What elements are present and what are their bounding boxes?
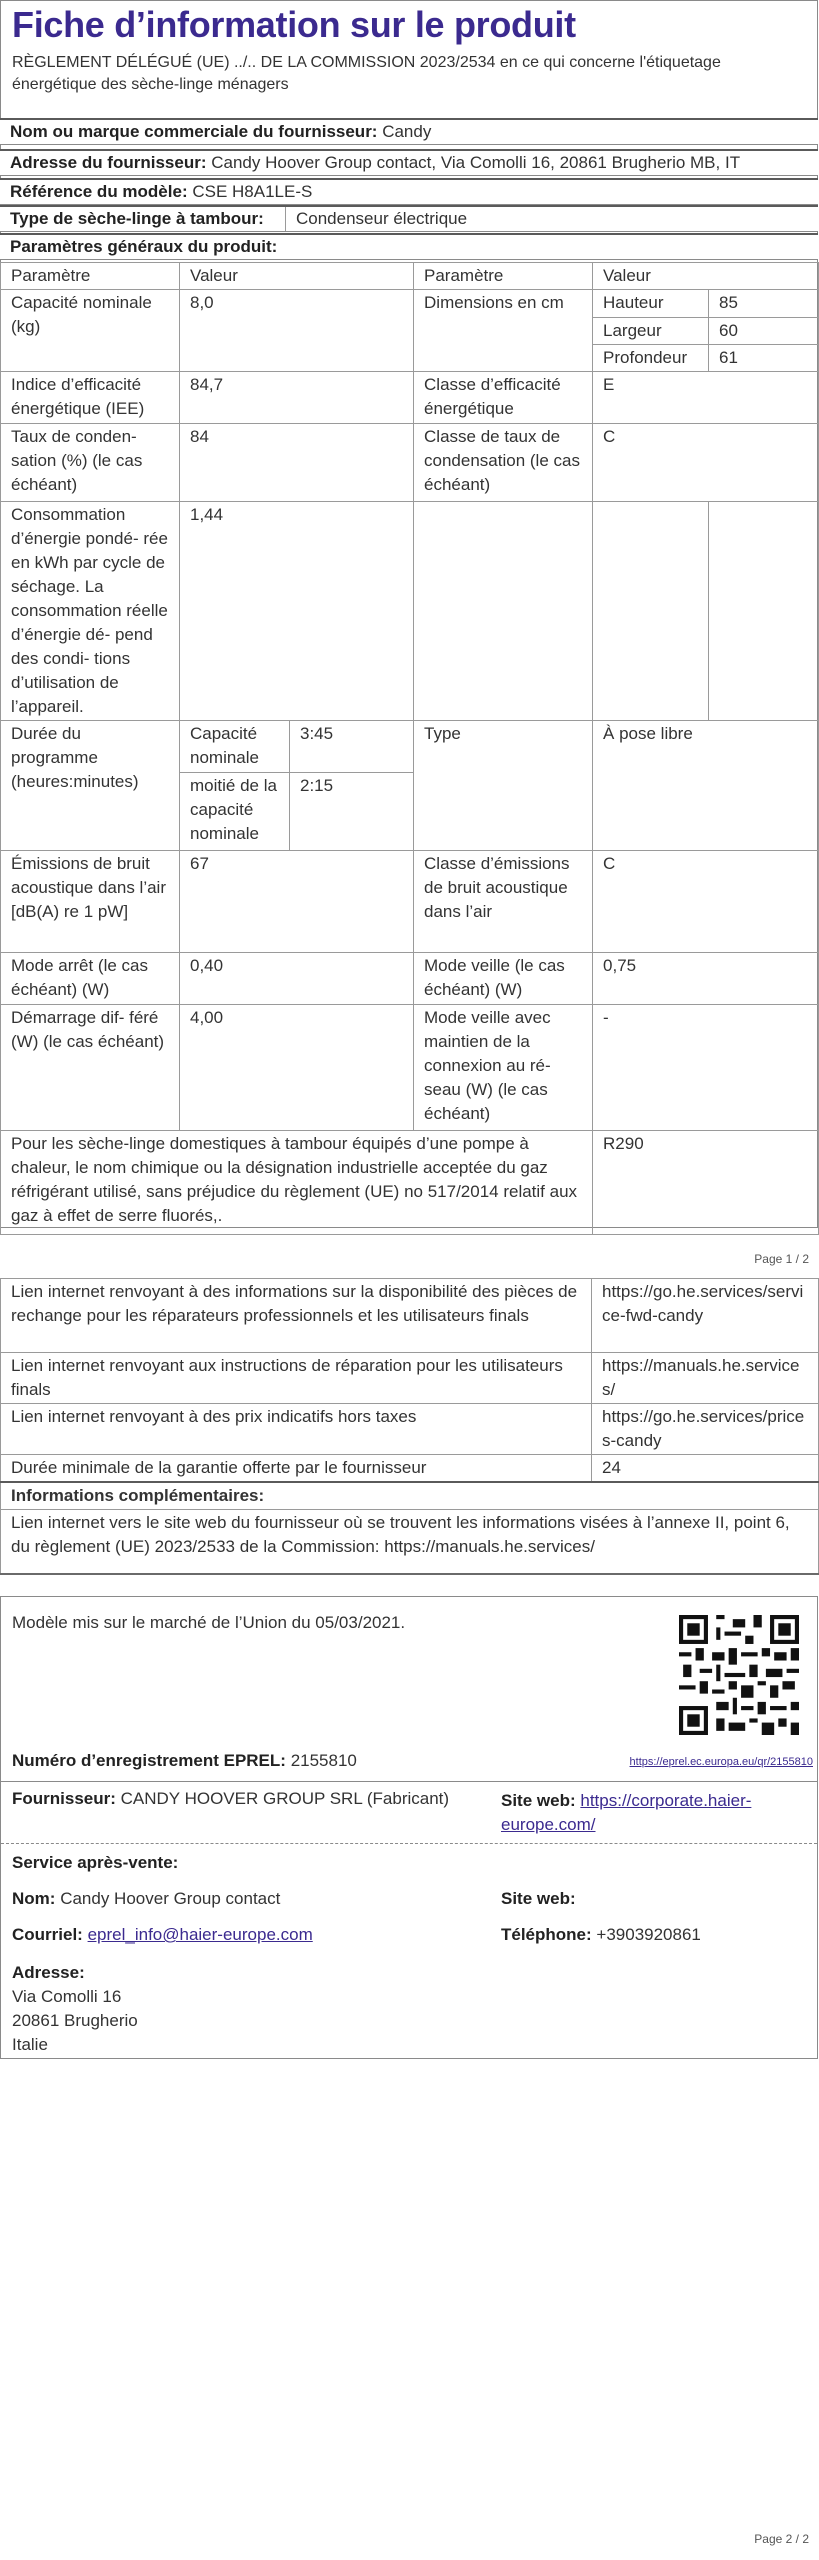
email-label: Courriel: — [12, 1925, 83, 1944]
width-label: Largeur — [593, 318, 709, 345]
refrigerant-value: R290 — [593, 1131, 819, 1235]
efficiency-class-value: E — [593, 372, 819, 424]
col-header-value: Valeur — [180, 263, 414, 290]
condensation-rate-value: 84 — [180, 424, 414, 502]
indicative-prices-link[interactable]: https://go.he.services/prices-candy — [592, 1404, 819, 1455]
address-line-1: Via Comolli 16 — [12, 1987, 122, 2006]
col-header-value-2: Valeur — [593, 263, 819, 290]
capacity-label: Capacité nominale (kg) — [1, 290, 180, 372]
noise-emissions-label: Émissions de bruit acoustique dans l’air [dB(A) re 1 pW] — [1, 851, 180, 953]
standby-label: Mode veille (le cas échéant) (W) — [414, 953, 593, 1005]
off-mode-value: 0,40 — [180, 953, 414, 1005]
general-params-label: Paramètres généraux du produit: — [10, 237, 278, 256]
energy-consumption-value: 1,44 — [180, 502, 414, 721]
repair-info-label: Lien internet renvoyant aux instructions de réparation pour les utilisateurs finals — [1, 1353, 592, 1404]
type-value: À pose libre — [593, 721, 819, 851]
warranty-value: 24 — [592, 1455, 819, 1483]
supplier-brand-value: Candy — [382, 122, 432, 141]
type-label: Type — [414, 721, 593, 851]
energy-consumption-label: Consommation d’énergie pondé- rée en kWh par cycle de séchage. La consommation réelle d’énergie dé- pend des condi- tions d’utilisation de l’appareil. — [1, 502, 180, 721]
repair-info-link[interactable]: https://manuals.he.services/ — [592, 1353, 819, 1404]
width-value: 60 — [709, 318, 819, 345]
condensation-class-label: Classe de taux de condensation (le cas échéant) — [414, 424, 593, 502]
warranty-label: Durée minimale de la garantie offerte par le fournisseur — [1, 1455, 592, 1483]
supplier-address-value: Candy Hoover Group contact, Via Comolli 16, 20861 Brugherio MB, IT — [211, 153, 741, 172]
half-capacity-label: moitié de la capacité nominale — [180, 773, 290, 851]
supplier-value: CANDY HOOVER GROUP SRL (Fabricant) — [120, 1789, 450, 1808]
efficiency-class-label: Classe d’efficacité énergétique — [414, 372, 593, 424]
supplier-address-row — [0, 149, 818, 176]
half-capacity-duration: 2:15 — [290, 773, 414, 851]
refrigerant-label: Pour les sèche-linge domestiques à tambour équipés d’une pompe à chaleur, le nom chimique ou la désignation industrielle acceptée du gaz réfrigérant utilisé, sans préjudice du règlement (UE) no 517/2014 relatif aux gaz à effet de serre fluorés,. — [1, 1131, 593, 1235]
website-link[interactable]: https://corporate.haier-europe.com/ — [501, 1791, 752, 1834]
additional-info-text: Lien internet vers le site web du fournisseur où se trouvent les informations visées à l’annexe II, point 6, du règlement (UE) 2023/2533 de la Commission: https://manuals.he.services/ — [1, 1510, 819, 1574]
iee-value: 84,7 — [180, 372, 414, 424]
service-website-label: Site web: — [501, 1889, 576, 1908]
general-params-row — [0, 233, 818, 260]
depth-label: Profondeur — [593, 345, 709, 372]
indicative-prices-label: Lien internet renvoyant à des prix indicatifs hors taxes — [1, 1404, 592, 1455]
standby-value: 0,75 — [593, 953, 819, 1005]
address-line-2: 20861 Brugherio — [12, 2011, 138, 2030]
eprel-registration-label: Numéro d’enregistrement EPREL: — [12, 1751, 286, 1770]
depth-value: 61 — [709, 345, 819, 372]
dryer-type-row — [0, 205, 818, 232]
rated-capacity-label: Capacité nominale — [180, 721, 290, 773]
delay-start-value: 4,00 — [180, 1005, 414, 1131]
page-title: Fiche d’information sur le produit — [12, 4, 576, 45]
dryer-type-label: Type de sèche-linge à tambour: — [10, 209, 264, 228]
dryer-type-value: Condenseur électrique — [296, 209, 468, 228]
model-label: Référence du modèle: — [10, 182, 188, 201]
market-date-text: Modèle mis sur le marché de l’Union du 05/03/2021. — [12, 1613, 406, 1632]
col-header-param: Paramètre — [1, 263, 180, 290]
off-mode-label: Mode arrêt (le cas échéant) (W) — [1, 953, 180, 1005]
links-table — [0, 1278, 819, 1575]
iee-label: Indice d’efficacité énergétique (IEE) — [1, 372, 180, 424]
dimensions-label: Dimensions en cm — [414, 290, 593, 372]
supplier-brand-row — [0, 118, 818, 145]
networked-standby-value: - — [593, 1005, 819, 1131]
regulation-subtitle: RÈGLEMENT DÉLÉGUÉ (UE) ../.. DE LA COMMISSION 2023/2534 en ce qui concerne l'étiquetage énergétique des sèche-linge ménagers — [12, 54, 721, 93]
additional-info-label: Informations complémentaires: — [11, 1486, 265, 1505]
noise-class-value: C — [593, 851, 819, 953]
col-header-param-2: Paramètre — [414, 263, 593, 290]
parameters-table — [0, 262, 819, 1235]
capacity-value: 8,0 — [180, 290, 414, 372]
condensation-rate-label: Taux de conden- sation (%) (le cas échéant) — [1, 424, 180, 502]
height-value: 85 — [709, 290, 819, 318]
height-label: Hauteur — [593, 290, 709, 318]
eprel-box — [0, 1596, 818, 2059]
networked-standby-label: Mode veille avec maintien de la connexion au ré- seau (W) (le cas échéant) — [414, 1005, 593, 1131]
address-line-3: Italie — [12, 2035, 48, 2054]
model-value: CSE H8A1LE-S — [192, 182, 313, 201]
delay-start-label: Démarrage dif- féré (W) (le cas échéant) — [1, 1005, 180, 1131]
eprel-qr-link[interactable]: https://eprel.ec.europa.eu/qr/2155810 — [629, 1756, 813, 1768]
page-2-number: Page 2 / 2 — [754, 2532, 809, 2546]
after-sales-label: Service après-vente: — [12, 1853, 179, 1872]
spare-parts-label: Lien internet renvoyant à des informations sur la disponibilité des pièces de rechange pour les réparateurs professionnels et les utilisateurs finals — [1, 1279, 592, 1353]
spare-parts-link[interactable]: https://go.he.services/service-fwd-candy — [592, 1279, 819, 1353]
phone-label: Téléphone: — [501, 1925, 592, 1944]
service-name-value: Candy Hoover Group contact — [60, 1889, 281, 1908]
rated-capacity-duration: 3:45 — [290, 721, 414, 773]
supplier-brand-label: Nom ou marque commerciale du fournisseur: — [10, 122, 378, 141]
noise-emissions-value: 67 — [180, 851, 414, 953]
address-label: Adresse: — [12, 1963, 85, 1982]
supplier-address-label: Adresse du fournisseur: — [10, 153, 207, 172]
duration-label: Durée du programme (heures:minutes) — [1, 721, 180, 851]
eprel-registration-value: 2155810 — [290, 1751, 357, 1770]
page-1-number: Page 1 / 2 — [754, 1252, 809, 1266]
model-row — [0, 178, 818, 205]
phone-value: +3903920861 — [596, 1925, 701, 1944]
website-label: Site web: — [501, 1791, 576, 1810]
email-link[interactable]: eprel_info@haier-europe.com — [87, 1925, 313, 1944]
qr-code-icon — [679, 1615, 799, 1735]
service-name-label: Nom: — [12, 1889, 56, 1908]
condensation-class-value: C — [593, 424, 819, 502]
supplier-label: Fournisseur: — [12, 1789, 116, 1808]
page-1 — [0, 0, 819, 102]
noise-class-label: Classe d’émissions de bruit acoustique dans l’air — [414, 851, 593, 953]
